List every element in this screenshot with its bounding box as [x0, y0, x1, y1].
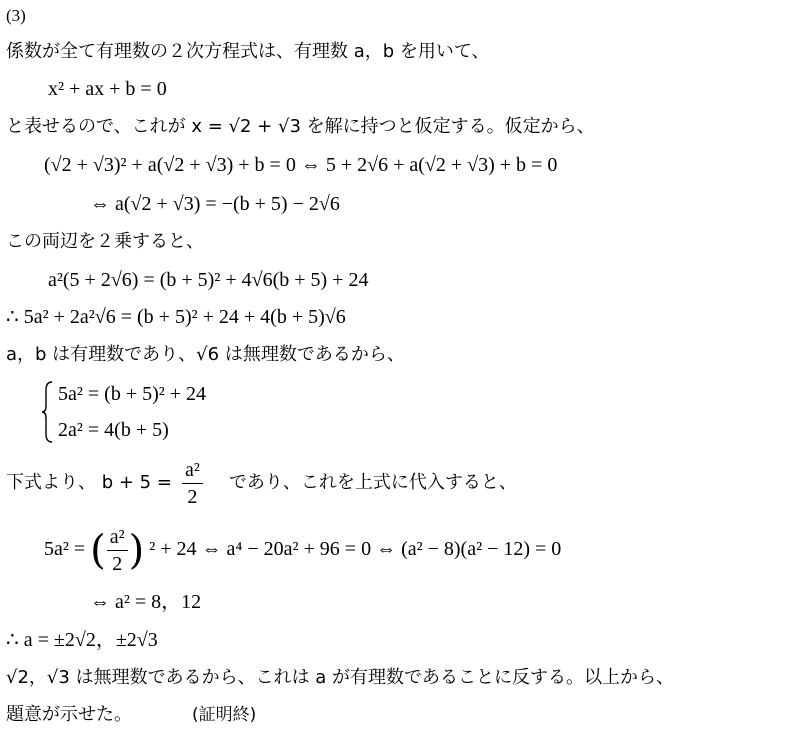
rational-irrational-text: a，b は有理数であり、√6 は無理数であるから、	[6, 344, 405, 365]
square-both-sides-text: この両辺を２乗すると、	[6, 231, 204, 252]
qed-marker: (証明終)	[192, 705, 257, 725]
intro-text: 係数が全て有理数の２次方程式は、有理数 a，b を用いて、	[6, 41, 490, 62]
equation-general-quadratic: x² + ax + b = 0	[48, 78, 167, 100]
system-equation-lower: 2a² = 4(b + 5)	[58, 419, 169, 441]
substitution-suffix: であり、これを上式に代入すると、	[228, 472, 517, 493]
inner-fraction-numerator: a²	[107, 526, 128, 551]
conclusion-text: 題意が示せた。	[6, 704, 132, 725]
equation-rearranged: ⇔ a(√2 + √3) = −(b + 5) − 2√6	[90, 193, 340, 215]
equation-a-squared: ⇔ a² = 8，12	[90, 591, 202, 613]
fraction-denominator: 2	[187, 485, 198, 508]
equation-squared: a²(5 + 2√6) = (b + 5)² + 4√6(b + 5) + 24	[48, 269, 369, 291]
assumption-text: と表せるので、これが x = √2 + √3 を解に持つと仮定する。仮定から、	[6, 116, 595, 137]
problem-number: (3)	[6, 6, 26, 25]
substitution-prefix: 下式より、 b + 5 =	[6, 472, 172, 493]
equation-a-values: ∴ a = ±2√2，±2√3	[6, 629, 158, 651]
fraction-a2-over-2-inner	[107, 526, 128, 575]
contradiction-text: √2，√3 は無理数であるから、これは a が有理数であることに反する。以上から、	[6, 667, 675, 688]
system-brace	[40, 380, 56, 444]
fraction-a2-over-2	[182, 459, 203, 508]
quartic-rest: ² + 24 ⇔ a⁴ − 20a² + 96 = 0 ⇔ (a² − 8)(a² − 12) = 0	[149, 538, 562, 560]
substitution-line	[6, 458, 517, 508]
quartic-lhs: 5a² =	[44, 538, 86, 560]
system-equation-upper: 5a² = (b + 5)² + 24	[58, 383, 207, 405]
fraction-numerator: a²	[182, 459, 203, 484]
equation-substitution: (√2 + √3)² + a(√2 + √3) + b = 0 ⇔ 5 + 2√6 + a(√2 + √3) + b = 0	[44, 154, 558, 176]
equation-therefore-1: ∴ 5a² + 2a²√6 = (b + 5)² + 24 + 4(b + 5)√6	[6, 306, 346, 328]
left-paren: (	[90, 527, 106, 574]
right-paren: )	[128, 527, 145, 574]
inner-fraction-denominator: 2	[112, 552, 123, 575]
equation-quartic	[44, 523, 561, 575]
